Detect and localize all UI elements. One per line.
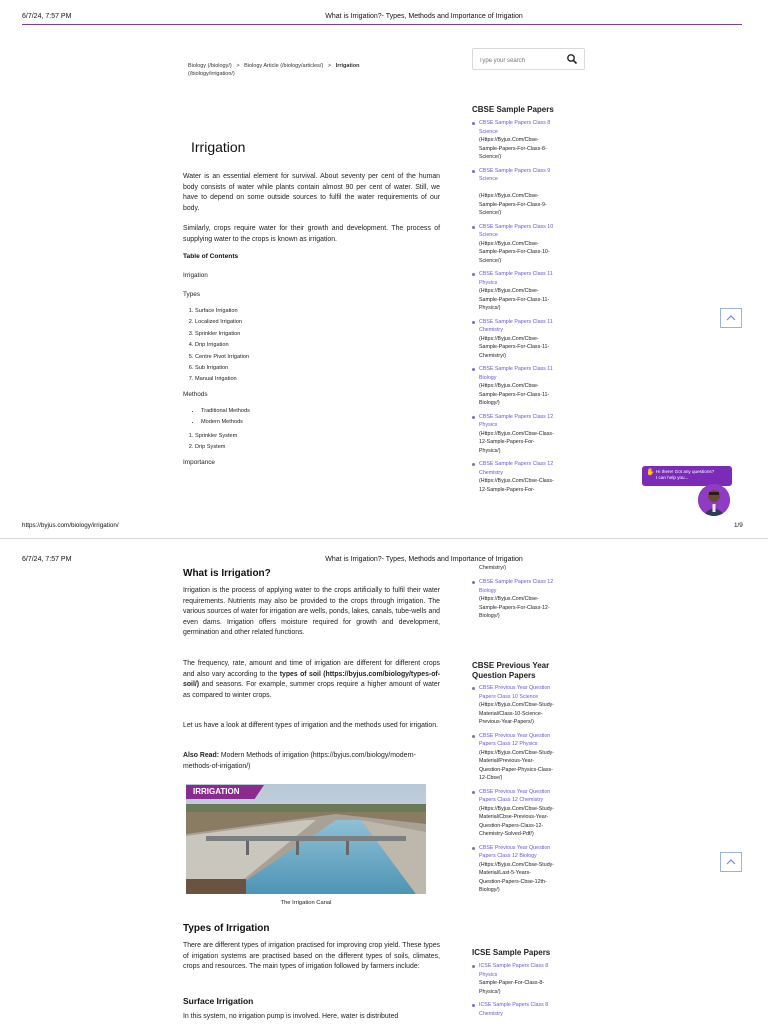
what-paragraph-3: Let us have a look at different types of irrigation and the methods used for irrigation. [183,722,438,729]
sidebar-link-url[interactable]: (Https://Byjus.Com/Cbse-Study- [479,805,555,812]
sidebar-link-url[interactable]: Sample-Papers-For-Class-11- [479,391,550,398]
toc-type-item[interactable]: 5. Centre Pivot Irrigation [195,352,249,363]
sidebar-link-url[interactable]: Sample-Papers-For-Class-10- [479,249,550,255]
what-paragraph-2 [183,659,440,701]
canal-illustration [186,784,426,894]
sidebar-link-item[interactable] [472,270,587,313]
sidebar-link-item[interactable] [472,413,587,456]
sidebar-list-previous-year [472,684,587,900]
sidebar-link-url[interactable]: (Https://Byjus.Com/Cbse- [479,288,539,294]
sidebar-link-url[interactable]: Physics/) [479,305,501,311]
sidebar-link-item[interactable] [472,119,587,162]
sidebar-heading-icse: ICSE Sample Papers [472,948,551,957]
what-paragraph-2-start: The frequency, rate, amount and time of irrigation are different for different crops and also vary according to the [183,660,440,678]
sidebar-link-url[interactable]: Biology/) [479,887,500,893]
also-read [183,751,440,772]
breadcrumb-current[interactable]: Irrigation [335,63,360,69]
sidebar-link-url[interactable]: (Https://Byjus.Com/Cbse- [479,193,539,199]
sidebar-link-url[interactable] [479,184,587,193]
also-read-label: Also Read: [183,752,219,759]
sidebar-link-item[interactable] [472,962,587,996]
sidebar-carry-line[interactable]: Chemistry/) [479,565,507,571]
toc-methods-list [183,431,237,454]
sidebar-link-text[interactable]: CBSE Sample Papers Class 11 [479,366,553,372]
sidebar-link-text[interactable]: Papers Class 12 Chemistry [479,797,544,803]
sidebar-link-text[interactable]: ICSE Sample Papers Class 8 [479,1002,549,1008]
intro-paragraph-2: Similarly, crops require water for their growth and development. The process of supplying water to the crops is known as irrigation. [183,225,440,243]
sidebar-link-text[interactable]: CBSE Sample Papers Class 8 [479,120,551,126]
sidebar-carry-item [472,578,587,626]
types-heading: Types of Irrigation [183,923,270,934]
sidebar-link-item[interactable] [472,788,587,839]
sidebar-link-text[interactable]: CBSE Previous Year Question [479,685,551,691]
sidebar-link-text[interactable]: Papers Class 12 Physics [479,741,538,747]
toc-type-item[interactable]: 3. Sprinkler Irrigation [195,329,249,340]
sidebar-link-url[interactable]: Material/Previous-Year- [479,758,535,764]
sidebar-heading-previous-year [472,661,549,681]
sidebar-link-text[interactable]: Science [479,128,498,135]
scroll-top-button[interactable] [720,308,742,328]
avatar[interactable] [698,484,730,516]
toc-title: Table of Contents [183,253,239,260]
sidebar-link-url[interactable]: Material/Cbse-Previous-Year- [479,814,549,820]
what-paragraph-1: Irrigation is the process of applying water to the crops artificially to fulfil their water requirements. Nutrients may also be provided to the crops through irrigation. The various sources of water for irrigation are wells, ponds, lakes, canals, tube-wells and even dams. Irrigation offers moisture required for growth and development, germination and other related functions. [183,587,440,637]
sidebar-link-item[interactable] [472,167,587,218]
toc-types-list [183,306,249,386]
sidebar-link-item[interactable] [472,684,587,727]
wave-hand-icon: ✋ [646,469,655,476]
search-input[interactable] [473,52,559,70]
chat-line-2: I can help you... [656,475,689,480]
sidebar-link-url[interactable]: Chemistry/) [479,352,507,359]
sidebar-link-url[interactable]: Science/) [479,210,502,216]
sidebar-link-item[interactable] [472,365,587,408]
image-banner-text: IRRIGATION [193,787,240,796]
sidebar-link-text[interactable]: CBSE Sample Papers Class 12 [479,579,554,585]
sidebar-link-text[interactable]: ICSE Sample Papers Class 8 [479,963,549,969]
toc-method-system[interactable]: 2. Drip System [195,442,237,453]
sidebar-link-url[interactable]: Question-Paper-Physics-Class- [479,766,553,773]
sidebar-link-url[interactable]: Biology/) [479,400,500,406]
sidebar-link-url[interactable]: (Https://Byjus.Com/Cbse-Class- [479,430,554,437]
sidebar-link-url[interactable]: 12-Cbse/) [479,775,503,781]
sidebar-link-text[interactable]: Physics [479,279,498,286]
sidebar-link-url[interactable]: Sample-Papers-For-Class-9- [479,201,547,208]
what-is-irrigation-heading: What is Irrigation? [183,568,271,579]
sidebar-link-url[interactable]: Sample-Paper-For-Class-8- [479,980,545,986]
page1-timestamp: 6/7/24, 7:57 PM [22,13,72,20]
sidebar-link-url[interactable]: Science/) [479,257,502,264]
toc-item-importance[interactable]: Importance [183,459,215,466]
image-caption: The Irrigation Canal [280,900,332,906]
sidebar-link-url[interactable]: 12-Sample-Papers-For- [479,486,535,493]
sidebar-link-text[interactable]: Papers Class 10 Science [479,693,539,700]
sidebar-link-text[interactable]: CBSE Sample Papers Class 12 [479,413,554,420]
sidebar-link-text[interactable]: Science [479,232,498,238]
search-box [472,48,585,70]
sidebar-link-url[interactable]: Chemistry-Solved-Pdf/) [479,831,534,837]
sidebar-link-url[interactable]: (Https://Byjus.Com/Cbse-Study- [479,749,555,756]
sidebar-link-text[interactable]: CBSE Sample Papers Class 10 [479,223,554,230]
sidebar-link-url[interactable]: Question-Papers-Cbse-12th- [479,878,547,885]
sidebar-link-text[interactable]: Chemistry [479,469,503,476]
person-avatar-icon [698,484,730,516]
sidebar-link-text[interactable]: Chemistry [479,327,503,333]
sidebar-link-url[interactable]: (Https://Byjus.Com/Cbse-Study- [479,861,555,868]
toc-methods-bullets [183,406,250,429]
sidebar-link-url[interactable]: (Https://Byjus.Com/Cbse- [479,596,539,602]
sidebar-link-url[interactable]: (Https://Byjus.Com/Cbse- [479,240,539,247]
sidebar-link-url[interactable]: Sample-Papers-For-Class-11- [479,296,550,303]
breadcrumb-articles[interactable]: Biology Article (/biology/articles/) [244,63,324,69]
scroll-top-button[interactable] [720,852,742,872]
sidebar-link-text[interactable]: Biology [479,374,497,381]
sidebar-link-text[interactable]: CBSE Sample Papers Class 12 [479,461,554,467]
toc-method-system[interactable]: 1. Sprinkler System [195,431,237,442]
intro-paragraph-1: Water is an essential element for survival. About seventy per cent of the human body consists of water while plants contain almost 90 per cent of water. Still, we have to depend on some outside sources to fulfil the water requirements of our body. [183,173,440,212]
surface-paragraph: In this system, no irrigation pump is involved. Here, water is distributed [183,1013,399,1020]
sidebar-link-item[interactable] [472,844,587,895]
sidebar-link-url[interactable]: Material/Last-5-Years- [479,870,531,876]
what-paragraph-2-end: and seasons. For example, summer crops require a higher amount of water as compared to winter crops. [183,681,440,699]
toc-type-item[interactable]: 1. Surface Irrigation [195,306,249,317]
surface-irrigation-heading: Surface Irrigation [183,996,254,1006]
sidebar-link-url[interactable]: Sample-Papers-For-Class-11- [479,344,550,350]
breadcrumb [188,62,438,78]
sidebar-link-item[interactable] [472,732,587,783]
sidebar-link-text[interactable]: Chemistry [479,1010,503,1017]
sidebar-link-url[interactable]: Sample-Papers-For-Class-12- [479,604,550,611]
article-title: Irrigation [191,139,246,155]
page2-timestamp: 6/7/24, 7:57 PM [22,556,72,563]
sidebar-link-item[interactable] [472,578,587,621]
page1-number: 1/9 [734,522,743,529]
sidebar-link-url[interactable]: (Https://Byjus.Com/Cbse- [479,383,539,389]
search-icon[interactable] [566,53,578,65]
breadcrumb-current-url[interactable]: (/biology/irrigation/) [188,71,235,77]
sidebar-link-url[interactable]: Material/Class-10-Science- [479,710,543,717]
sidebar-link-url[interactable]: Previous-Year-Papers/) [479,719,534,725]
breadcrumb-biology[interactable]: Biology (/biology/) [188,63,232,69]
sidebar-link-text[interactable]: CBSE Sample Papers Class 9 [479,167,551,174]
chevron-up-icon [721,309,741,327]
types-of-soil-link[interactable]: types of soil (https://byjus.com/biology/types-of-soil/) [183,670,440,689]
toc-method-item[interactable]: • Traditional Methods [201,406,250,417]
sidebar-link-text[interactable]: Papers Class 12 Biology [479,853,537,859]
also-read-link[interactable]: Modern Methods of irrigation (https://byjus.com/biology/modern-methods-of-irrigation/) [183,752,416,770]
sidebar-link-text[interactable]: CBSE Previous Year Question [479,788,551,795]
toc-method-item[interactable]: • Modern Methods [201,417,250,428]
previous-year-heading-line1: CBSE Previous Year [472,661,550,670]
sidebar-link-url[interactable]: 12-Sample-Papers-For- [479,439,535,445]
sidebar-link-text[interactable]: CBSE Previous Year Question [479,732,551,739]
sidebar-link-text[interactable]: Physics [479,422,498,428]
sidebar-link-text[interactable]: Science [479,176,498,182]
sidebar-link-url[interactable]: Question-Papers-Class-12- [479,822,544,829]
toc-item-irrigation[interactable]: Irrigation [183,272,208,279]
sidebar-link-text[interactable]: CBSE Sample Papers Class 11 [479,318,553,325]
sidebar-link-text[interactable]: Biology [479,587,497,594]
page1-footer-url: https://byjus.com/biology/irrigation/ [22,522,119,529]
sidebar-link-url[interactable]: (Https://Byjus.Com/Cbse- [479,137,539,143]
sidebar-link-url[interactable]: Sample-Papers-For-Class-8- [479,145,547,152]
sidebar-link-item[interactable] [472,460,587,494]
sidebar-link-url[interactable]: (Https://Byjus.Com/Cbse-Class- [479,478,554,484]
page1-title: What is Irrigation?- Types, Methods and Importance of Irrigation [325,13,523,20]
sidebar-link-text[interactable]: CBSE Previous Year Question [479,844,551,851]
chevron-up-icon [721,853,741,871]
toc-item-methods[interactable]: Methods [183,391,208,398]
types-paragraph: There are different types of irrigation practised for improving crop yield. These types of irrigation systems are practised based on the different types of soils, climates, crops and resources. The main types of irrigation followed by farmers include: [183,942,440,971]
page2-title: What is Irrigation?- Types, Methods and Importance of Irrigation [325,556,523,563]
toc-type-item[interactable]: 7. Manual Irrigation [195,374,249,385]
toc-type-item[interactable]: 4. Drip Irrigation [195,340,249,351]
chat-bubble[interactable] [642,466,732,486]
breadcrumb-separator: > [327,63,332,69]
sidebar-link-text[interactable]: CBSE Sample Papers Class 11 [479,271,553,277]
page1-header-rule [22,24,742,25]
sidebar-heading-cbse-sample: CBSE Sample Papers [472,105,554,114]
chat-line-1: Hi there! Got any questions? [656,469,715,474]
page-divider [0,538,768,539]
sidebar-link-url[interactable]: Science/) [479,154,502,160]
irrigation-canal-image [186,784,426,894]
toc-item-types[interactable]: Types [183,291,201,298]
sidebar-link-url[interactable]: Physics/) [479,988,501,995]
sidebar-link-url[interactable]: (Https://Byjus.Com/Cbse-Study- [479,702,555,708]
breadcrumb-separator: > [236,63,240,69]
sidebar-link-item[interactable] [472,223,587,266]
sidebar-link-url[interactable]: (Https://Byjus.Com/Cbse- [479,335,539,342]
sidebar-link-item[interactable] [472,1001,587,1018]
sidebar-link-item[interactable] [472,318,587,361]
sidebar-list-page1 [472,119,587,516]
sidebar-link-url[interactable]: Physics/) [479,447,501,454]
sidebar-link-url[interactable]: Biology/) [479,613,500,619]
previous-year-heading-line2: Question Papers [472,671,536,680]
sidebar-link-text[interactable]: Physics [479,971,498,978]
toc-type-item[interactable]: 2. Localized Irrigation [195,317,249,328]
toc-type-item[interactable]: 6. Sub Irrigation [195,363,249,374]
sidebar-list-icse [472,962,587,1024]
